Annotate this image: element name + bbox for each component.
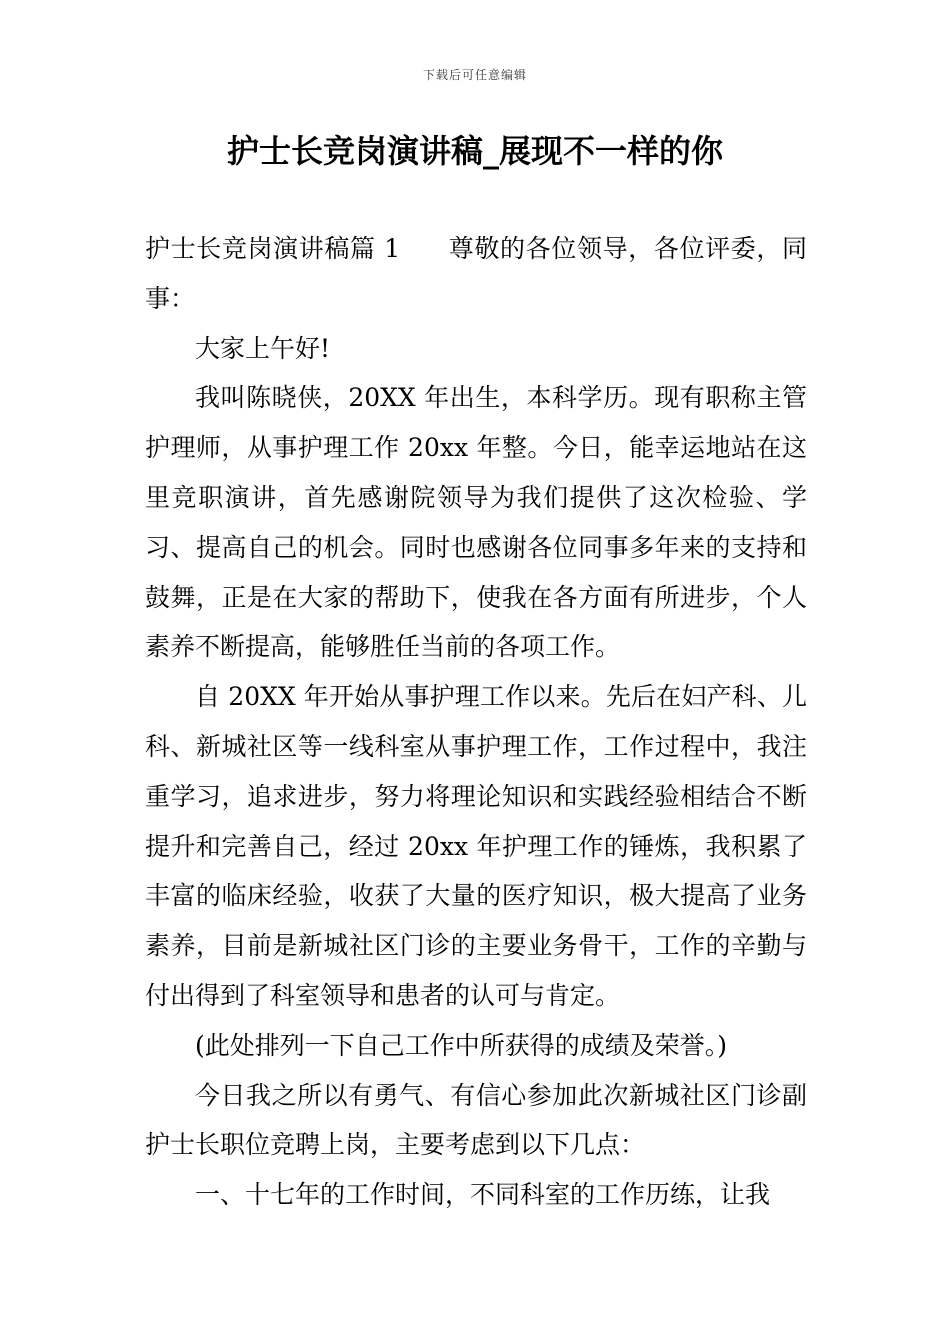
- paragraph-point-one: 一、十七年的工作时间，不同科室的工作历练，让我: [195, 1180, 771, 1210]
- intro-line: [145, 224, 807, 324]
- salutation: 尊敬的各位领导，各位评委，同事：: [145, 234, 807, 313]
- header-note: 下载后可任意编辑: [422, 68, 527, 82]
- paragraph-motivation: 今日我之所以有勇气、有信心参加此次新城社区门诊副护士长职位竞聘上岗，主要考虑到以下几点：: [145, 1080, 807, 1160]
- paragraph-self-intro: 我叫陈晓侠，20XX 年出生，本科学历。现有职称主管护理师，从事护理工作 20xx 年整。今日，能幸运地站在这里竞职演讲，首先感谢院领导为我们提供了这次检验、学习、提高自己的机会。同时也感谢各位同事多年来的支持和鼓舞，正是在大家的帮助下，使我在各方面有所进步，个人素养不断提高，能够胜任当前的各项工作。: [145, 383, 807, 662]
- document-title: 护士长竞岗演讲稿_展现不一样的你: [226, 132, 723, 170]
- document-body: [145, 224, 807, 1220]
- paragraph-experience: 自 20XX 年开始从事护理工作以来。先后在妇产科、儿科、新城社区等一线科室从事护理工作，工作过程中，我注重学习，追求进步，努力将理论知识和实践经验相结合不断提升和完善自己，经过 20xx 年护理工作的锤炼，我积累了丰富的临床经验，收获了大量的医疗知识，极大提高了业务素养，目前是新城社区门诊的主要业务骨干，工作的辛勤与付出得到了科室领导和患者的认可与肯定。: [145, 682, 807, 1010]
- paragraph-honors-note: (此处排列一下自己工作中所获得的成绩及荣誉。): [195, 1030, 728, 1060]
- paragraph-greeting: 大家上午好!: [195, 333, 331, 363]
- intro-heading: 护士长竞岗演讲稿篇 1: [145, 234, 401, 263]
